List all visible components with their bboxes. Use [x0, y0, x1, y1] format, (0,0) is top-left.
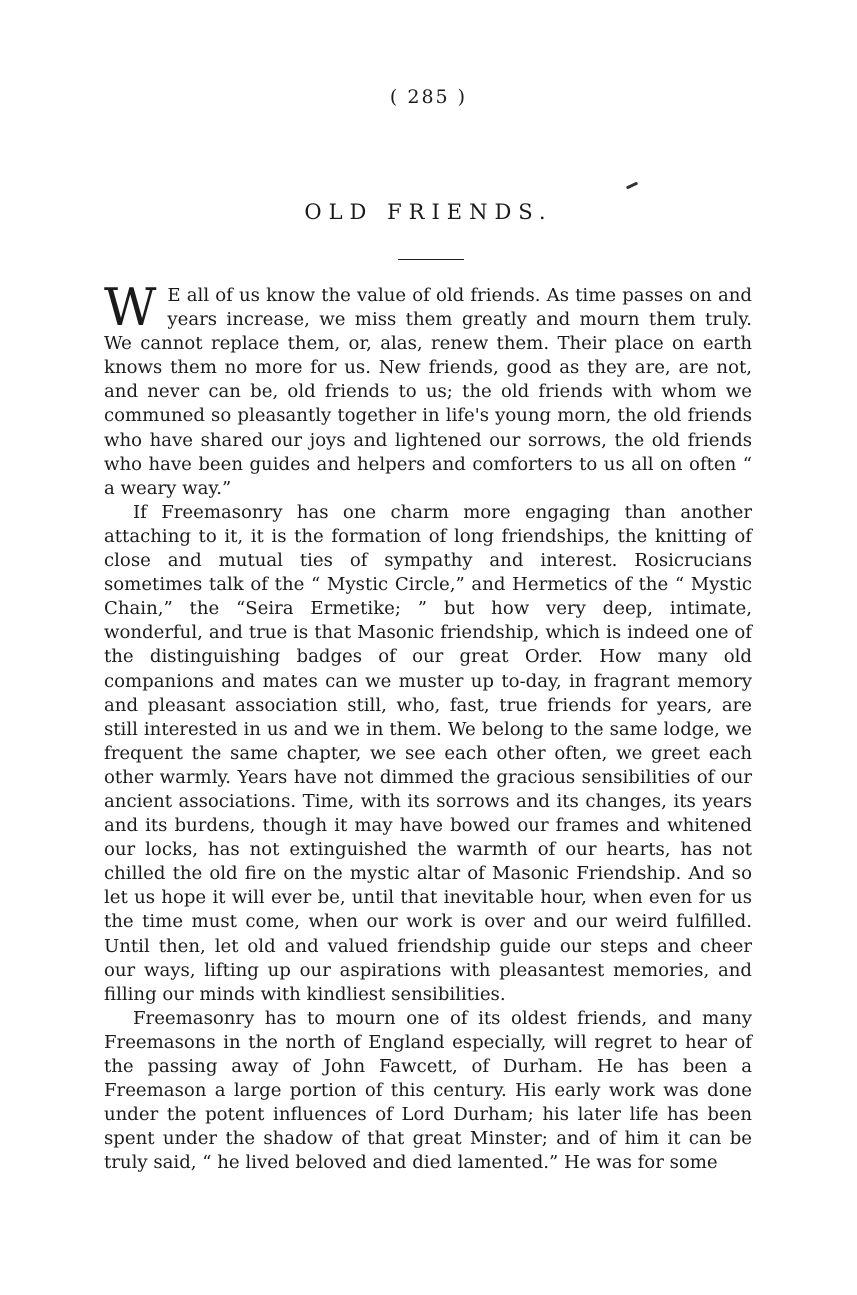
paragraph-2: If Freemasonry has one charm more engaging than another attaching to it, it is the formation of long friendships, the knitting of close and mutual ties of sympathy and interest. Rosicrucians sometimes talk of the “ Mystic Circle,” and Hermetics of the “ Mystic Chain,” the “Seira Ermetike; ” but how very deep, intimate, wonderful, and true is that Masonic friendship, which is indeed one of the distinguishing badges of our great Order. How many old companions and mates can we muster up to-day, in fragrant memory and pleasant association still, who, fast, true friends for years, are still interested in us and we in them. We belong to the same lodge, we frequent the same chapter, we see each other often, we greet each other warmly. Years have not dimmed the gracious sensibilities of our ancient associations. Time, with its sorrows and its changes, its years and its burdens, though it may have bowed our frames and whitened our locks, has not extinguished the warmth of our hearts, has not chilled the old fire on the mystic altar of Masonic Friendship. And so let us hope it will ever be, until that inevitable hour, when even for us the time must come, when our work is over and our weird fulfilled. Until then, let old and valued friendship guide our steps and cheer our ways, lifting up our aspirations with pleasantest memories, and filling our minds with kindliest sensibilities.: [104, 501, 752, 1005]
title-divider: [398, 259, 464, 260]
article-title: OLD FRIENDS.: [304, 200, 553, 224]
ink-mark: [626, 182, 638, 190]
drop-cap: W: [104, 279, 157, 338]
article-body: [104, 279, 752, 1175]
page-number: ( 285 ): [389, 86, 468, 108]
paragraph-1-text: E all of us know the value of old friends. As time passes on and years increase, we miss them greatly and mourn them truly. We cannot replace them, or, alas, renew them. Their place on earth knows them no more for us. New friends, good as they are, are not, and never can be, old friends to us; the old friends with whom we communed so pleasantly together in life's young morn, the old friends who have shared our joys and lightened our sorrows, the old friends who have been guides and helpers and comforters to us all on often “ a weary way.”: [104, 285, 752, 499]
paragraph-1: [104, 279, 752, 501]
paragraph-3: Freemasonry has to mourn one of its oldest friends, and many Freemasons in the north of England especially, will regret to hear of the passing away of John Fawcett, of Durham. He has been a Freemason a large portion of this century. His early work was done under the potent influences of Lord Durham; his later life has been spent under the shadow of that great Minster; and of him it can be truly said, “ he lived beloved and died lamented.” He was for some: [104, 1007, 752, 1174]
